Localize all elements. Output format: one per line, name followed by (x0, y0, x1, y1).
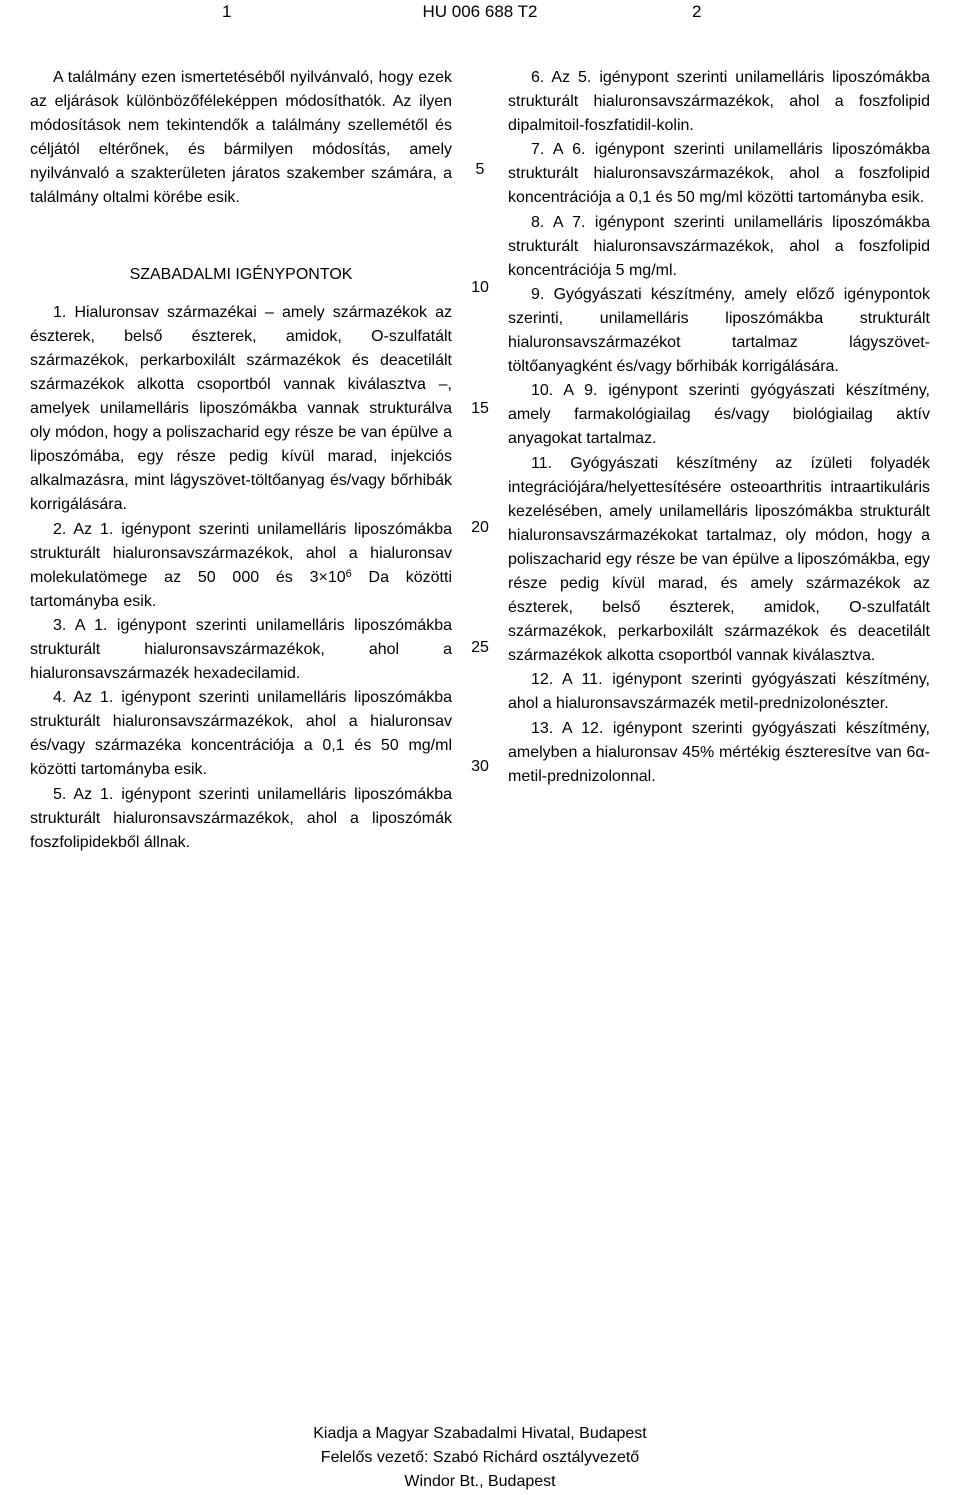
claim-9: 9. Gyógyászati készítmény, amely előző igénypontok szerinti, unilamelláris liposzómákba strukturált hialuronsavszármazékot tartalmaz lágyszövet-töltőanyagként és/vagy bőrhibák korrigálására. (508, 285, 930, 376)
left-page-number: 1 (222, 2, 232, 21)
claim-3: 3. A 1. igénypont szerinti unilamelláris liposzómákba strukturált hialuronsavszármazékok, ahol a hialuronsavszármazék hexadecilamid. (30, 616, 452, 683)
right-column (508, 66, 930, 789)
claim-4: 4. Az 1. igénypont szerinti unilamelláris liposzómákba strukturált hialuronsavszármazékok, ahol a hialuronsav és/vagy származéka koncentrációja a 0,1 és 50 mg/ml közötti tartományba esik. (30, 689, 452, 779)
line-number-30: 30 (471, 758, 489, 775)
publisher-footer (0, 1422, 960, 1494)
claim-6: 6. Az 5. igénypont szerinti unilamelláris liposzómákba strukturált hialuronsavszármazékok, ahol a foszfolipid dipalmitoil-foszfatidil-kolin. (508, 69, 930, 135)
footer-responsible: Felelős vezető: Szabó Richárd osztályvezető (320, 1449, 640, 1466)
line-number-5: 5 (475, 161, 485, 178)
line-number-15: 15 (471, 400, 489, 417)
claim-11: 11. Gyógyászati készítmény az ízületi folyadék integrációjára/helyettesítésére osteoarthritis intraartikuláris kezelésében, amely unilamelláris liposzómákba strukturált hialuronsavszármazékokat tartalmaz, oly módon, hogy a poliszacharid egy része be van épülve a liposzómákba, egy része pedig kívül marad, és amely származékok az észterek, belső észterek, amidok, O-szulfatált származékok, perkarboxilált származékok és deacetilált származékok alkotta csoportból vannak kiválasztva. (508, 454, 930, 665)
footer-printer: Windor Bt., Budapest (404, 1473, 556, 1490)
claim-12: 12. A 11. igénypont szerinti gyógyászati készítmény, ahol a hialuronsavszármazék metil-prednizolonészter. (508, 671, 930, 713)
claim-2-exponent: 6 (345, 567, 352, 580)
line-number-10: 10 (471, 279, 489, 296)
claim-8: 8. A 7. igénypont szerinti unilamelláris liposzómákba strukturált hialuronsavszármazékok, ahol a foszfolipid koncentrációja 5 mg/ml. (508, 213, 930, 279)
line-number-20: 20 (471, 519, 489, 536)
claim-2 (30, 518, 452, 614)
left-column (30, 66, 452, 855)
claim-2-text-b: Da közötti tartományba esik. (30, 568, 453, 610)
line-number-25: 25 (471, 639, 489, 656)
footer-publisher: Kiadja a Magyar Szabadalmi Hivatal, Budapest (313, 1425, 647, 1442)
claim-1: 1. Hialuronsav származékai – amely származékok az észterek, belső észterek, amidok, O-szulfatált származékok, perkarboxilált származékok és deacetilált származékok alkotta csoportból vannak kiválasztva –, amelyek unilamelláris liposzómákba vannak strukturálva oly módon, hogy a poliszacharid egy része be van épülve a liposzómába, egy része pedig kívül marad, injekciós alkalmazásra, mint lágyszövet-töltőanyag és/vagy bőrhibák korrigálására. (30, 303, 452, 514)
right-page-number: 2 (692, 2, 702, 21)
claim-2-text-a: 2. Az 1. igénypont szerinti unilamelláris liposzómákba strukturált hialuronsavszármazékok, ahol a hialuronsav molekulatömege az 50 000 és 3×10 (30, 520, 452, 586)
claim-7: 7. A 6. igénypont szerinti unilamelláris liposzómákba strukturált hialuronsavszármazékok, ahol a foszfolipid koncentrációja a 0,1 és 50 mg/ml közötti tartományba esik. (508, 141, 930, 207)
claim-13: 13. A 12. igénypont szerinti gyógyászati készítmény, amelyben a hialuronsav 45% mértékig észteresítve van 6α-metil-prednizolonnal. (508, 719, 930, 785)
intro-paragraph: A találmány ezen ismertetéséből nyilvánvaló, hogy ezek az eljárások különbözőféleképpen módosíthatók. Az ilyen módosítások nem tekintendők a találmány szellemétől és céljától eltérőnek, és bármilyen módosítás, amely nyilvánvaló a szakterületen járatos szakember számára, a találmány oltalmi körébe esik. (30, 69, 452, 207)
document-id: HU 006 688 T2 (422, 2, 538, 21)
claim-5: 5. Az 1. igénypont szerinti unilamelláris liposzómákba strukturált hialuronsavszármazékok, ahol a liposzómák foszfolipidekből állnak. (30, 785, 452, 851)
claim-10: 10. A 9. igénypont szerinti gyógyászati készítmény, amely farmakológiailag és/vagy biológiailag aktív anyagokat tartalmaz. (508, 382, 930, 448)
claims-heading: SZABADALMI IGÉNYPONTOK (129, 265, 353, 283)
